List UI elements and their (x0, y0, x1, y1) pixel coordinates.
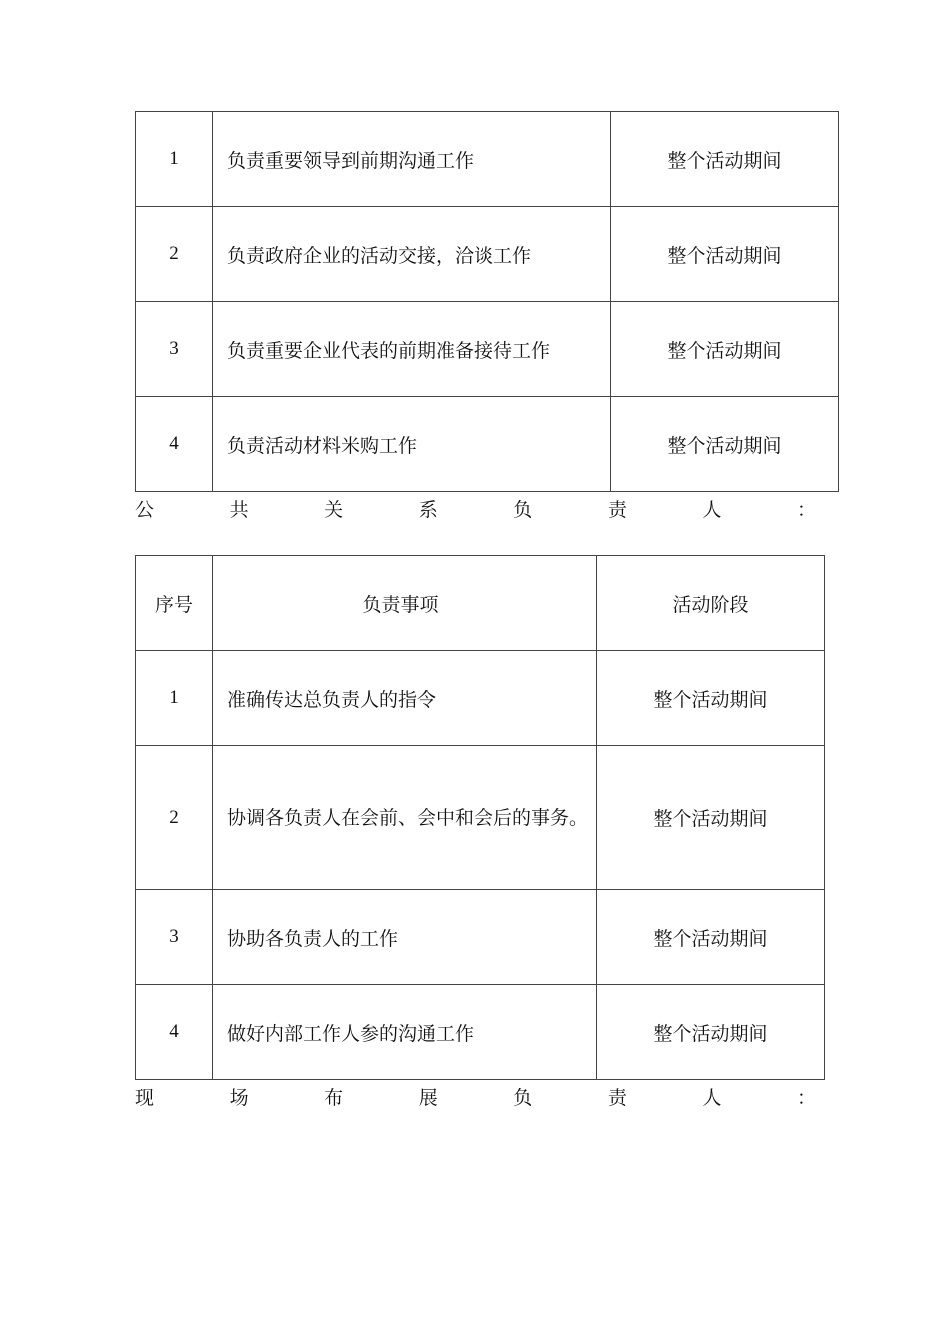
public-relations-signature-line (135, 495, 816, 522)
coordination-duty-table (135, 555, 825, 1080)
table-row (136, 985, 825, 1080)
table-row (136, 651, 825, 746)
row-number: 3 (136, 302, 213, 397)
signature-char: 负 (513, 499, 533, 521)
row-number: 4 (136, 397, 213, 492)
signature-char: 共 (229, 499, 249, 521)
row-number: 4 (136, 985, 213, 1080)
public-relations-duty-table (135, 111, 839, 492)
signature-char: 现 (135, 1087, 155, 1109)
table-row (136, 207, 839, 302)
stage-cell: 整个活动期间 (597, 890, 825, 985)
signature-char: ： (796, 1087, 816, 1109)
header-stage: 活动阶段 (597, 556, 825, 651)
task-cell: 负责重要领导到前期沟通工作 (213, 112, 611, 207)
table-header-row (136, 556, 825, 651)
signature-char: 系 (418, 499, 438, 521)
row-number: 1 (136, 651, 213, 746)
signature-char: 关 (324, 499, 344, 521)
table-row (136, 112, 839, 207)
onsite-exhibition-signature-line (135, 1083, 816, 1110)
task-cell: 负责活动材料米购工作 (213, 397, 611, 492)
header-number: 序号 (136, 556, 213, 651)
signature-char: 人 (702, 499, 722, 521)
signature-char: 场 (229, 1087, 249, 1109)
stage-cell: 整个活动期间 (597, 651, 825, 746)
row-number: 3 (136, 890, 213, 985)
signature-char: 公 (135, 499, 155, 521)
task-cell: 准确传达总负责人的指令 (213, 651, 597, 746)
task-cell: 负责重要企业代表的前期准备接待工作 (213, 302, 611, 397)
stage-cell: 整个活动期间 (611, 397, 839, 492)
table-row (136, 397, 839, 492)
signature-char: ： (796, 499, 816, 521)
stage-cell: 整个活动期间 (611, 112, 839, 207)
signature-char: 责 (607, 1087, 627, 1109)
table-row (136, 302, 839, 397)
task-cell: 协助各负责人的工作 (213, 890, 597, 985)
stage-cell: 整个活动期间 (611, 302, 839, 397)
signature-char: 责 (607, 499, 627, 521)
task-cell: 负责政府企业的活动交接，洽谈工作 (213, 207, 611, 302)
row-number: 2 (136, 746, 213, 890)
stage-cell: 整个活动期间 (597, 985, 825, 1080)
stage-cell: 整个活动期间 (611, 207, 839, 302)
row-number: 1 (136, 112, 213, 207)
signature-char: 负 (513, 1087, 533, 1109)
row-number: 2 (136, 207, 213, 302)
signature-char: 人 (702, 1087, 722, 1109)
task-cell: 做好内部工作人参的沟通工作 (213, 985, 597, 1080)
task-cell: 协调各负责人在会前、会中和会后的事务。 (213, 746, 597, 890)
signature-char: 展 (418, 1087, 438, 1109)
header-task: 负责事项 (213, 556, 597, 651)
signature-char: 布 (324, 1087, 344, 1109)
stage-cell: 整个活动期间 (597, 746, 825, 890)
table-row (136, 746, 825, 890)
table-row (136, 890, 825, 985)
